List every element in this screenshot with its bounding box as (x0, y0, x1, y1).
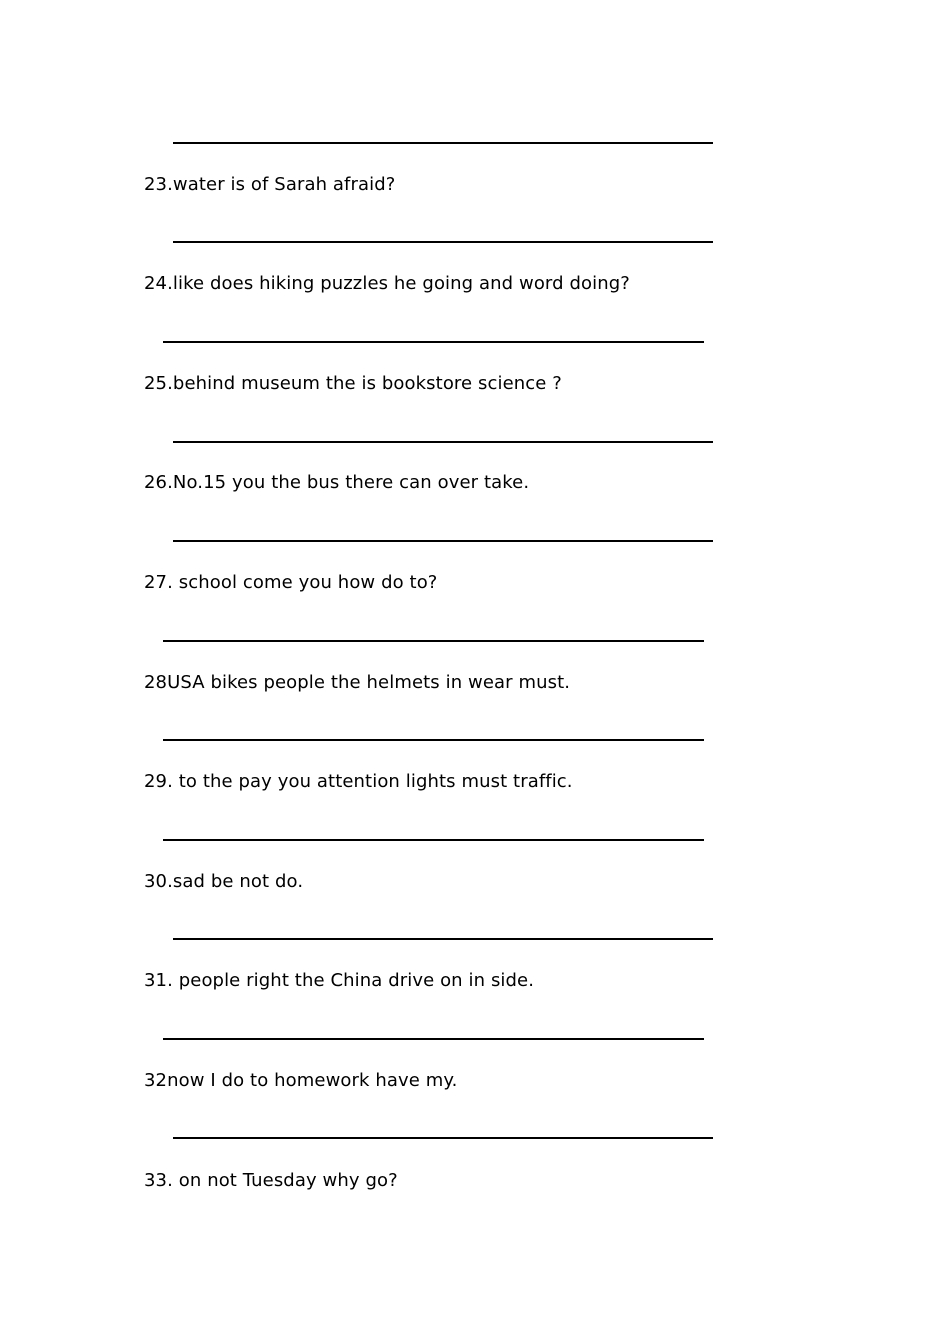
question-23: 23.water is of Sarah afraid? (144, 174, 396, 195)
question-31: 31. people right the China drive on in side. (144, 970, 535, 991)
answer-line (163, 1038, 704, 1040)
question-27: 27. school come you how do to? (144, 572, 438, 593)
question-26: 26.No.15 you the bus there can over take. (144, 472, 530, 493)
answer-line (173, 1137, 713, 1139)
answer-line (163, 739, 704, 741)
question-28: 28USA bikes people the helmets in wear must. (144, 672, 571, 693)
question-33: 33. on not Tuesday why go? (144, 1170, 398, 1191)
answer-line (173, 241, 713, 243)
question-32: 32now I do to homework have my. (144, 1070, 458, 1091)
answer-line (173, 441, 713, 443)
question-24: 24.like does hiking puzzles he going and word doing? (144, 273, 630, 294)
answer-line (163, 839, 704, 841)
answer-line (173, 142, 713, 144)
question-30: 30.sad be not do. (144, 871, 304, 892)
answer-line (173, 938, 713, 940)
answer-line (163, 341, 704, 343)
question-29: 29. to the pay you attention lights must traffic. (144, 771, 573, 792)
question-25: 25.behind museum the is bookstore science ? (144, 373, 562, 394)
answer-line (163, 640, 704, 642)
answer-line (173, 540, 713, 542)
